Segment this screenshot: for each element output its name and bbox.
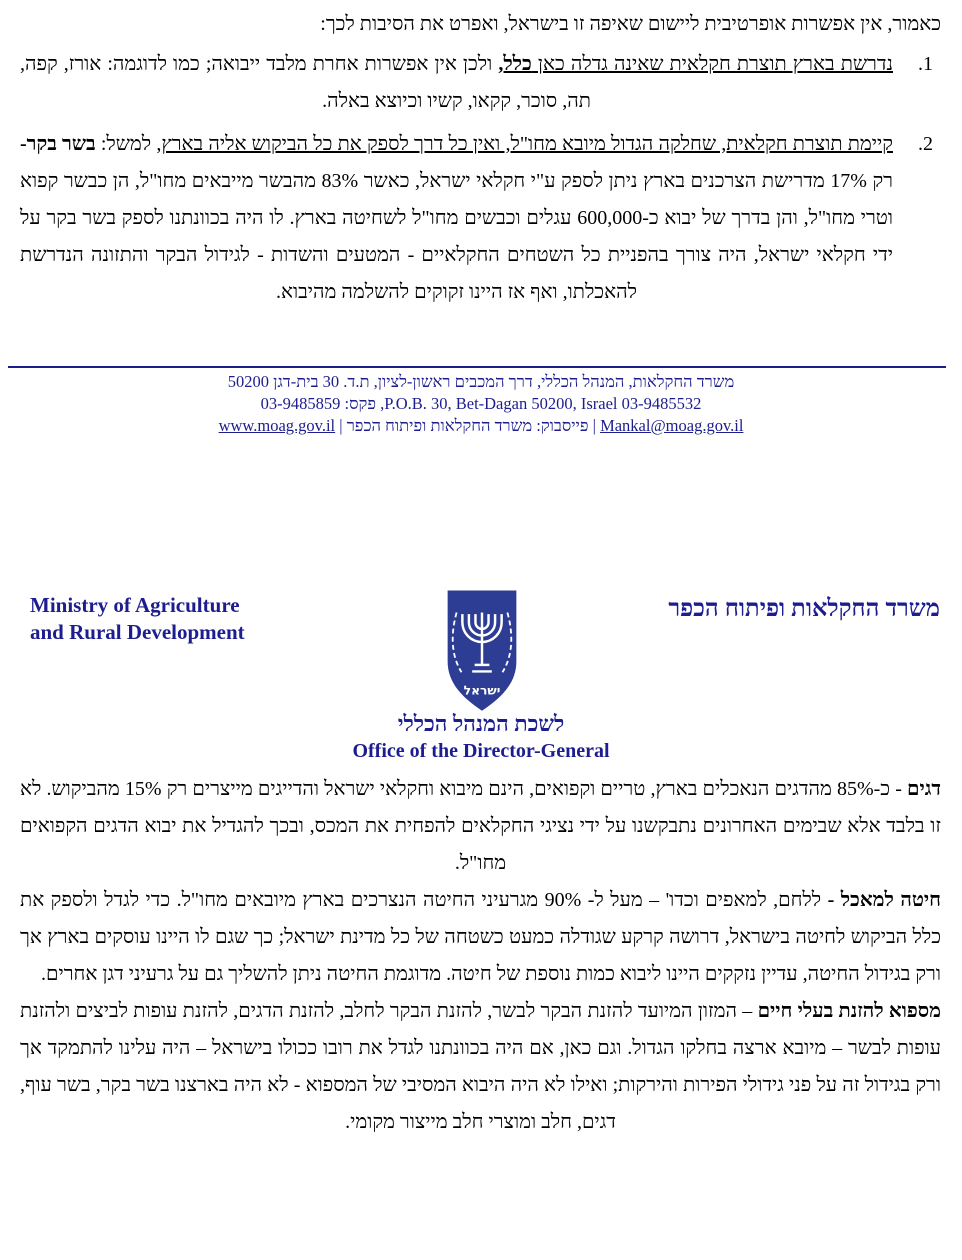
israel-state-emblem-icon <box>441 588 523 714</box>
list-item-2 <box>20 126 941 311</box>
ministry-name-english-line2: and Rural Development <box>30 620 245 644</box>
letterhead-footer <box>0 371 962 437</box>
page2-body <box>20 771 941 1141</box>
paragraph-fish-lead: דגים <box>907 778 941 800</box>
paragraph-feed-lead: מספוא להזנת בעלי חיים <box>757 1000 941 1022</box>
numbered-list <box>20 46 941 317</box>
office-title-hebrew: לשכת המנהל הכללי <box>397 711 565 736</box>
email-link[interactable]: Mankal@moag.gov.il <box>600 416 744 435</box>
list-item-1 <box>20 46 941 120</box>
list-item-2-underlined-text: קיימת תוצרת חקלאית, שחלקה הגדול מיובא מחו"ל, ואין כל דרך לספק את כל הביקוש אליה בארץ, <box>156 133 893 155</box>
list-item-2-number: 2. <box>918 133 933 155</box>
emblem-label: ישראל <box>463 683 501 698</box>
footer-links-line <box>0 415 962 437</box>
paragraph-feed-text: – המזון המיועד להזנת הבקר לבשר, להזנת הבקר לחלב, להזנת הדגים, להזנת עופות לביצים ולהזנת עופות לבשר – מיובא ארצה בחלקו הגדול. וגם כאן, אם היה בכוונתנו לגדל את רובו ככולו בישראל – היה עלינו להתמקד אך ורק בגידול זה על פני גידולי הפירות והירקות; ואילו לא היה היבוא המסיבי של המספוא - לא היה בארצנו בשר בקר, בשר עוף, דגים, חלב ומוצרי חלב מייצור מקומי. <box>20 1000 941 1133</box>
footer-contact-line: P.O.B. 30, Bet-Dagan 50200, Israel 03-9485532, פקס: 03-9485859 <box>260 394 702 413</box>
footer-facebook-text: | פייסבוק: משרד החקלאות ופיתוח הכפר | <box>335 416 601 435</box>
list-item-1-text: ולכן אין אפשרות אחרת מלבד ייבואה; כמו לדוגמה: אורז, קפה, תה, סוכר, קקאו, קשיו וכיוצא באלה. <box>20 53 591 112</box>
paragraph-wheat-lead: חיטה למאכל - <box>827 889 941 911</box>
website-link[interactable]: www.moag.gov.il <box>218 416 336 435</box>
list-item-2-text-mid: למשל: <box>95 133 157 155</box>
footer-divider <box>8 366 946 368</box>
ministry-name-english <box>30 592 245 646</box>
list-item-1-bold-text: כלל, <box>498 53 532 75</box>
list-item-2-text: רק 17% מדרישת הצרכנים בארץ ניתן לספק ע"י חקלאי ישראל, כאשר 83% מהבשר מייבאים מחו"ל, הן כבשר קפוא וטרי מחו"ל, והן בדרך של יבוא כ-600,000 עגלים וכבשים מחו"ל לשחיטה בארץ. לו היה בכוונתנו לספק בשר בקר על ידי חקלאי ישראל, היה צורך בהפניית כל השטחים החקלאיים - המטעים והשדות - לגידול הבקר והתזונה הנדרשת להאכלתו, ואף אז היינו זקוקים להשלמה מהיבוא. <box>20 170 894 303</box>
paragraph-fish-text: - כ-85% מהדגים הנאכלים בארץ, טריים וקפואים, הינם מיבוא וחקלאי ישראל והדייגים מייצרים רק 15% מהביקוש. לא זו בלבד אלא שבימים האחרונים נתבקשנו על ידי נציגי החקלאים להפחית את המכס, ובכך להגדיל את יבוא הדגים הקפואים מחו"ל. <box>20 778 941 874</box>
list-item-1-underlined-text: נדרשת בארץ תוצרת חקלאית שאינה גדלה כאן <box>531 53 893 75</box>
ministry-name-hebrew: משרד החקלאות ופיתוח הכפר <box>668 596 940 622</box>
office-title-english: Office of the Director-General <box>352 740 610 762</box>
paragraph-wheat <box>20 882 941 993</box>
list-item-1-number: 1. <box>918 53 933 75</box>
list-item-2-bold-text: בשר בקר- <box>20 133 96 155</box>
intro-paragraph: כאמור, אין אפשרות אופרטיבית ליישום שאיפה זו בישראל, ואפרט את הסיבות לכך: <box>320 13 941 35</box>
paragraph-fish <box>20 771 941 882</box>
footer-address-line: משרד החקלאות, המנהל הכללי, דרך המכבים ראשון-לציון, ת.ד. 30 בית-דגן 50200 <box>227 372 735 391</box>
ministry-name-english-line1: Ministry of Agriculture <box>30 593 240 617</box>
paragraph-feed <box>20 993 941 1141</box>
paragraph-wheat-text: ללחם, למאפים וכדו' – מעל ל- 90% מגרעיני החיטה הנצרכים בארץ מיובאים מחו"ל. כדי לגדל ולספק את כלל הביקוש לחיטה בישראל, דרושה קרקע שגודלה כמעט כשטחה של כל מדינת ישראל; כך שגם לו היינו עוסקים בארץ אך ורק בגידול החיטה, עדיין נזקקים היינו ליבוא כמות נוספת של חיטה. מדוגמת החיטה ניתן להשליך גם על גרעיני דגן אחרים. <box>20 889 941 985</box>
